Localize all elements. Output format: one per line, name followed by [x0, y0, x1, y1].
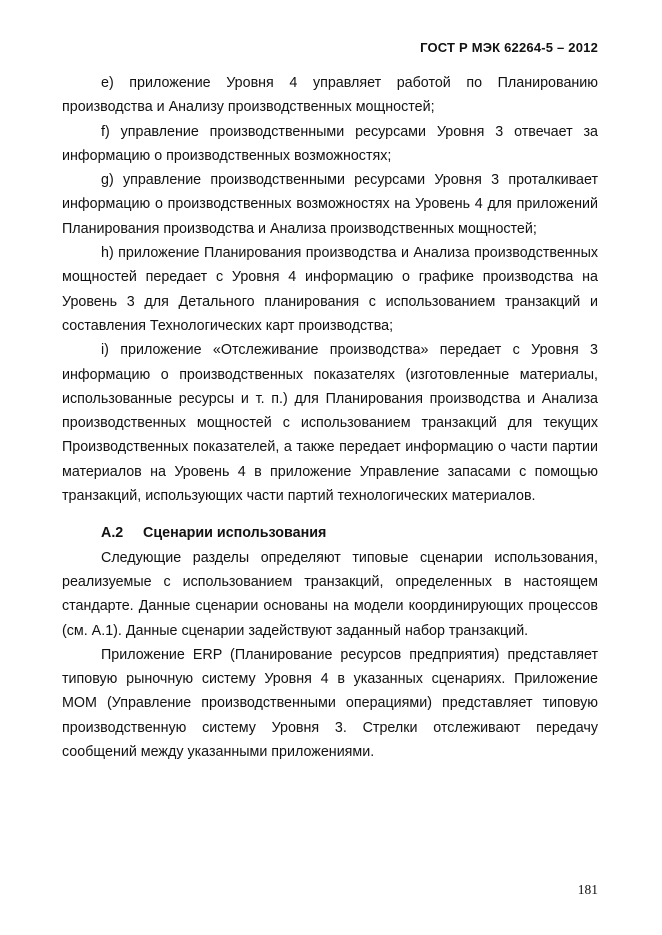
section-title: Сценарии использования — [143, 525, 327, 542]
document-body — [62, 71, 598, 764]
list-item-f: f) управление производственными ресурсами Уровня 3 отвечает за информацию о производственных возможностях; — [62, 123, 598, 164]
section-paragraph-2: Приложение ERP (Планирование ресурсов предприятия) представляет типовую рыночную систему Уровня 4 в указанных сценариях. Приложение МОМ (Управление производственными операциями) представляет типовую производственную систему Уровня 3. Стрелки отслеживают передачу сообщений между указанными приложениями. — [62, 646, 598, 761]
list-item-e: e) приложение Уровня 4 управляет работой по Планированию производства и Анализу производственных мощностей; — [62, 75, 598, 116]
document-header: ГОСТ Р МЭК 62264-5 – 2012 — [420, 40, 598, 55]
section-paragraph-1: Следующие разделы определяют типовые сценарии использования, реализуемые с использованием транзакций, определенных в настоящем стандарте. Данные сценарии основаны на модели координирующих процессов (см. А.1). Данные сценарии задействуют заданный набор транзакций. — [62, 549, 598, 639]
section-heading — [62, 521, 598, 545]
list-item-i: i) приложение «Отслеживание производства» передает с Уровня 3 информацию о производственных показателях (изготовленные материалы, использованные ресурсы и т. п.) для Планирования производства и Анализа производственных мощностей с использованием транзакций для текущих Производственных показателей, а также передает информацию о части партии материалов на Уровень 4 в приложение Управление запасами с помощью транзакций, использующих части партий технологических материалов. — [62, 342, 598, 505]
list-item-g: g) управление производственными ресурсами Уровня 3 проталкивает информацию о производственных возможностях на Уровень 4 для приложений Планирования производства и Анализа производственных мощностей; — [62, 172, 598, 237]
section-number: А.2 — [101, 525, 124, 542]
page-number: 181 — [577, 882, 598, 897]
list-item-h: h) приложение Планирования производства и Анализа производственных мощностей передает с Уровня 4 информацию о графике производства на Уровень 3 для Детального планирования с использованием транзакций и составления Технологических карт производства; — [62, 245, 598, 334]
